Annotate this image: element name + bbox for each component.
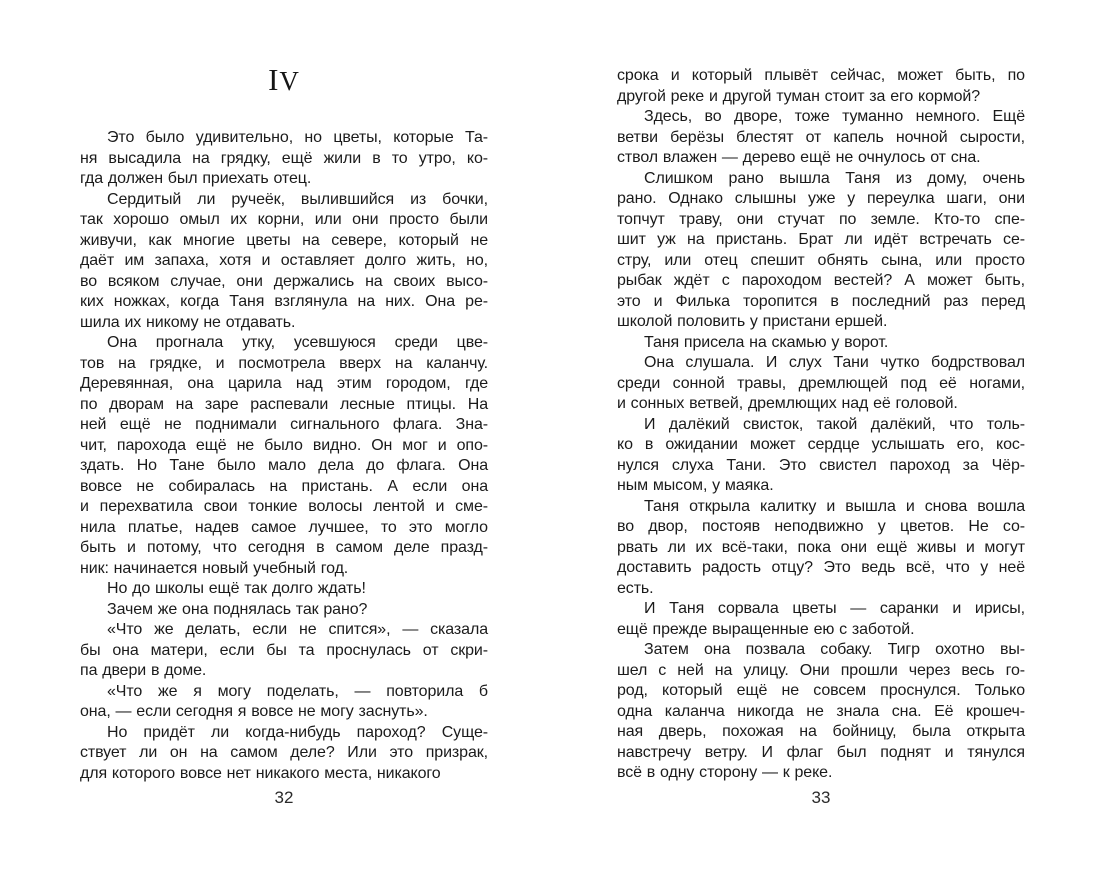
text-line: гда должен был приехать отец. (80, 170, 312, 187)
paragraph (617, 640, 1025, 784)
text-line: рыбак ждёт с пароходом вестей? А может быть, (617, 272, 1025, 289)
paragraph (80, 600, 488, 621)
text-line: во двор, постояв неподвижно у цветов. Не со- (617, 518, 1025, 535)
text-line: «Что же делать, если не спится», — сказала (107, 621, 488, 638)
text-line: топчут траву, они стучат по земле. Кто-то спе- (617, 210, 1025, 228)
text-line: и сонных ветвей, дремлющих над её головой. (617, 395, 958, 412)
text-line: другой реке и другой туман стоит за его кормой? (617, 87, 981, 105)
paragraph (617, 66, 1025, 107)
text-line: ней ещё не поднимали сигнального флага. Зна- (80, 416, 488, 433)
text-line: ник: начинается новый учебный год. (80, 559, 349, 577)
text-line: по дворам на заре распевали лесные птицы. На (80, 395, 488, 413)
text-line: нила платье, надев самое лучшее, то это могло (80, 518, 488, 536)
paragraph (80, 579, 488, 600)
chapter-heading: IV (268, 62, 300, 97)
text-line: среди сонной травы, дремлющей под её ногами, (617, 374, 1025, 392)
text-line: ня высадила на грядку, ещё жили в то утро, ко- (80, 149, 488, 167)
text-line: ным мысом, у маяка. (617, 477, 774, 494)
text-line: Здесь, во дворе, тоже туманно немного. Ещё (644, 108, 1025, 125)
text-line: чит, парохода ещё не было видно. Он мог и опо- (80, 436, 488, 454)
paragraph (80, 128, 488, 190)
page-number-left: 32 (274, 788, 294, 807)
paragraph (80, 682, 488, 723)
text-line: для которого вовсе нет никакого места, никакого (80, 764, 441, 782)
text-line: есть. (617, 579, 654, 597)
paragraph (617, 333, 1025, 354)
text-line: стру, или отец спешит обнять сына, или просто (617, 251, 1025, 269)
page-right (617, 64, 1025, 854)
text-line: рано. Однако слышны уже у переулка шаги, они (617, 190, 1025, 207)
text-line: И далёкий свисток, такой далёкий, что толь- (644, 415, 1025, 433)
text-line: Слишком рано вышла Таня из дому, очень (644, 169, 1025, 187)
text-line: школой половить у пристани ершей. (617, 313, 888, 330)
text-line: ещё прежде выращенные ею с заботой. (617, 620, 915, 638)
text-line: па двери в доме. (80, 662, 207, 679)
text-line: Затем она позвала собаку. Тигр охотно вы- (644, 641, 1025, 658)
right-page-text-block (617, 64, 1025, 784)
text-line: всё в одну сторону — к реке. (617, 764, 833, 781)
text-line: Деревянная, она царила над этим городом, где (80, 375, 488, 392)
text-line: Зачем же она поднялась так рано? (107, 600, 368, 618)
paragraph (617, 415, 1025, 497)
text-line: Она слушала. И слух Тани чутко бодрствовал (644, 354, 1025, 371)
paragraph (617, 497, 1025, 600)
text-line: Но придёт ли когда-нибудь пароход? Суще- (107, 723, 488, 741)
text-line: рвать ли их всё-таки, пока они ещё живы и могут (617, 538, 1025, 556)
text-line: даёт им запаха, хотя и оставляет долго жить, но, (80, 252, 488, 269)
text-line: так хорошо омыл их корни, или они просто были (80, 211, 488, 228)
text-line: вовсе не собиралась на пристань. А если она (80, 477, 488, 495)
text-line: срока и который плывёт сейчас, может быть, по (617, 67, 1025, 84)
text-line: Сердитый ли ручеёк, вылившийся из бочки, (107, 190, 488, 208)
text-line: ствует ли он на самом деле? Или это призрак, (80, 744, 488, 761)
text-line: шел с ней на улицу. Они прошли через весь го- (617, 661, 1025, 679)
text-line: ветви берёзы блестят от капель ночной сырости, (617, 128, 1025, 146)
paragraph (617, 107, 1025, 169)
text-line: ствол влажен — дерево ещё не очнулось от сна. (617, 149, 981, 166)
text-line: тов на грядке, и посмотрела вверх на каланчу. (80, 354, 488, 372)
text-line: одна каланча никогда не знала сна. Её крошеч- (617, 702, 1025, 720)
text-line: живучи, как многие цветы на севере, который не (80, 231, 488, 249)
text-line: доставить радость отцу? Это ведь всё, что у неё (617, 559, 1025, 576)
paragraph (617, 353, 1025, 415)
text-line: и перехватила свои тонкие волосы лентой и сме- (80, 498, 488, 515)
text-line: И Таня сорвала цветы — саранки и ирисы, (644, 600, 1025, 617)
text-line: Таня открыла калитку и вышла и снова вошла (644, 497, 1025, 515)
text-line: «Что же я могу поделать, — повторила б (107, 682, 488, 700)
text-line: она, — если сегодня я вовсе не могу заснуть». (80, 703, 428, 720)
text-line: шит уж на пристань. Брат ли идёт встречать се- (617, 231, 1025, 248)
paragraph (80, 723, 488, 785)
text-line: во всяком случае, они держались на своих высо- (80, 272, 488, 290)
page-number-right: 33 (811, 788, 831, 807)
text-line: Но до школы ещё так долго ждать! (107, 580, 366, 597)
text-line: Она прогнала утку, усевшуюся среди цве- (107, 334, 488, 351)
text-line: навстречу ветру. И флаг был поднят и тянулся (617, 743, 1025, 761)
text-line: это и Филька торопится в последний раз перед (617, 292, 1025, 310)
text-line: бы она матери, если бы та проснулась от скри- (80, 641, 488, 659)
text-line: шила их никому не отдавать. (80, 313, 296, 331)
text-line: Это было удивительно, но цветы, которые Та- (107, 129, 488, 146)
text-line: ких ножках, когда Таня взглянула на них. Она ре- (80, 293, 488, 310)
text-line: быть и потому, что сегодня в самом деле празд- (80, 539, 488, 556)
text-line: здать. Но Тане было мало дела до флага. Она (80, 457, 488, 474)
paragraph (617, 599, 1025, 640)
text-line: ко в ожидании может сердце услышать его, кос- (617, 436, 1025, 453)
paragraph (80, 620, 488, 682)
left-page-text-block (80, 128, 488, 784)
text-line: ная дверь, похожая на бойницу, была открыта (617, 723, 1025, 740)
text-line: нулся слуха Тани. Это свистел пароход за Чёр- (617, 456, 1025, 474)
paragraph (617, 169, 1025, 333)
paragraph (80, 333, 488, 579)
paragraph (80, 190, 488, 334)
text-line: род, который ещё не совсем проснулся. Только (617, 682, 1025, 699)
page-left (80, 64, 488, 854)
text-line: Таня присела на скамью у ворот. (644, 333, 889, 351)
